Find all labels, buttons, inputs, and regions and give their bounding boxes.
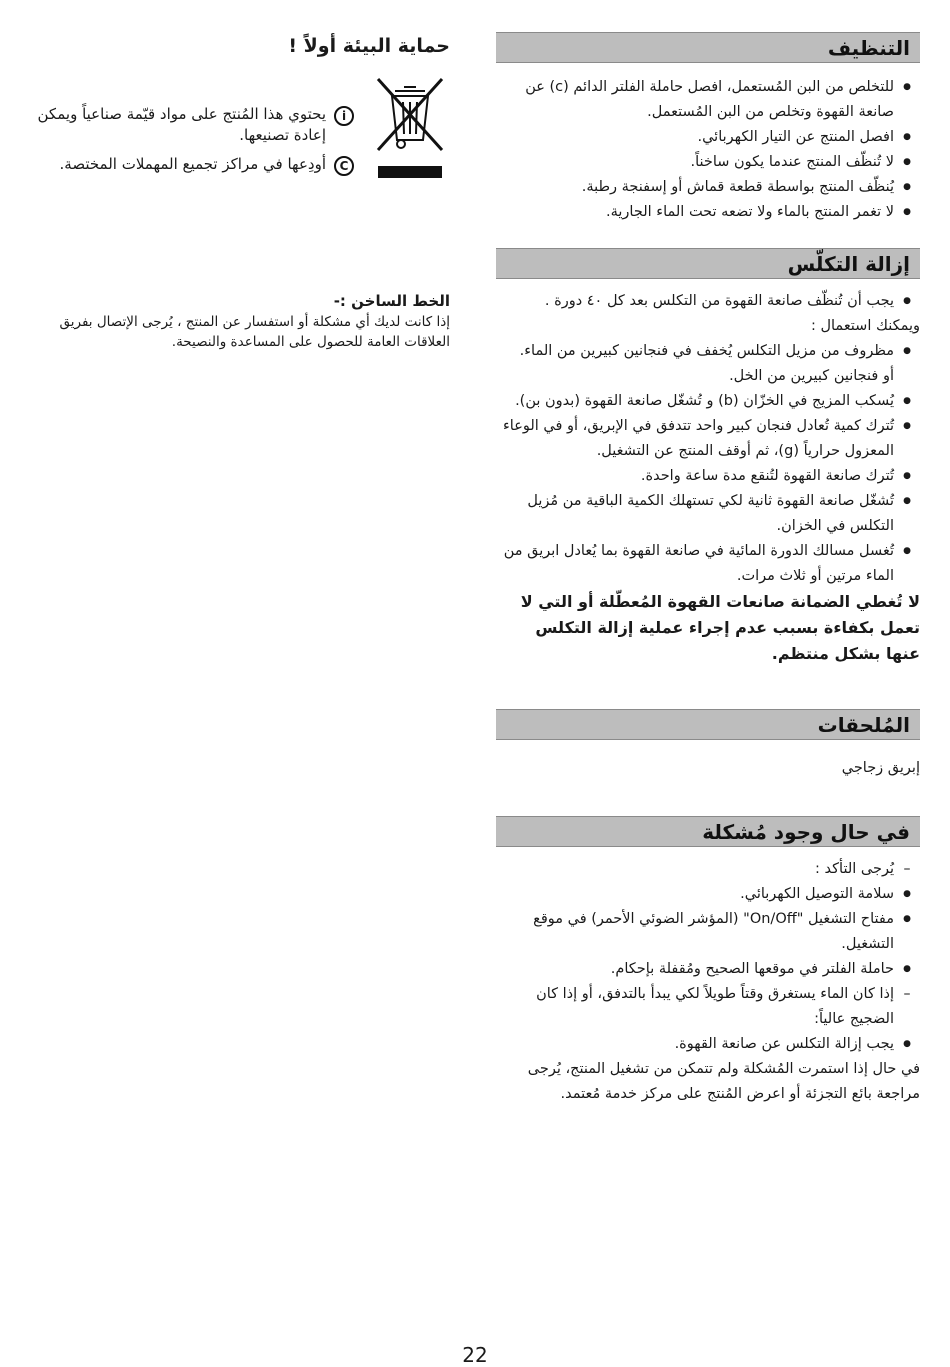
list-item: ● مفتاح التشغيل "On/Off" (المؤشر الضوئي الأحمر) في موقع التشغيل. [496,907,920,957]
list-item: ● تُغسل مسالك الدورة المائية في صانعة القهوة بما يُعادل ابريق من الماء مرتين أو ثلاث مرات. [496,539,920,589]
hotline-title: الخط الساخن :- [333,292,450,310]
descaling-intro: ويمكنك استعمال : [810,318,920,334]
environment-block [26,74,450,244]
list-item: ● لا تُنظّف المنتج عندما يكون ساخناً. [496,150,920,175]
descaling-header [496,248,920,279]
troubleshooting-footer: في حال إذا استمرت المُشكلة ولم تتمكن من تشغيل المنتج، يُرجى مراجعة بائع التجزئة أو اعرض المُنتج على مركز خدمة مُعتمد. [527,1061,920,1102]
recycle-icon: C [334,156,354,176]
accessories-item: إبريق زجاجي [841,760,920,776]
list-item: أو فنجانين كبيرين من الخل. [729,368,894,384]
list-item: ● حاملة الفلتر في موقعها الصحيح ومُقفلة بإحكام. [496,957,920,982]
troubleshooting-list [496,857,920,1057]
page-number: 22 [462,1343,488,1367]
left-column [26,32,450,352]
descaling-title: إزالة التكلّس [787,251,910,276]
environment-notes [24,104,354,176]
list-item: ● لا تغمر المنتج بالماء ولا تضعه تحت الماء الجارية. [496,200,920,225]
cleaning-title: التنظيف [827,35,910,60]
list-item: ● تُترك كمية تُعادل فنجان كبير واحد تتدفق في الإبريق، أو في الوعاء المعزول حرارياً (g)، ثم أوقف المنتج عن التشغيل. [496,414,920,464]
descaling-list [496,339,920,589]
accessories-header [496,709,920,740]
troubleshooting-title: في حال وجود مُشكلة [702,819,910,844]
list-item: ● للتخلص من البن المُستعمل، افصل حاملة الفلتر الدائم (c) عن صانعة القهوة وتخلص من البن المُستعمل. [496,75,920,125]
list-item: ● يُنظّف المنتج بواسطة قطعة قماش أو إسفنجة رطبة. [496,175,920,200]
environment-title: حماية البيئة أولاً ! [288,35,450,57]
list-item: ● يُسكب المزيج في الخزّان (b) و تُشغّل صانعة القهوة (بدون بن). [496,389,920,414]
cleaning-list [496,75,920,225]
info-icon: i [334,106,354,126]
list-item: ● يجب إزالة التكلس عن صانعة القهوة. [496,1032,920,1057]
troubleshooting-header [496,816,920,847]
list-item: ● يجب أن تُنظّف صانعة القهوة من التكلس بعد كل ٤٠ دورة . [496,289,920,314]
list-item: ● افصل المنتج عن التيار الكهربائي. [496,125,920,150]
accessories-title: المُلحقات [817,712,910,737]
list-item: ● تُترك صانعة القهوة لتُنقع مدة ساعة واحدة. [496,464,920,489]
warranty-warning: لا تُغطي الضمانة صانعات القهوة المُعطّلة أو التي لا تعمل بكفاءة بسبب عدم إجراء عملية إزالة التكلس عنها بشكل منتظم. [520,592,920,663]
list-item: – يُرجى التأكد : [496,857,920,882]
list-item: ● تُشغّل صانعة القهوة ثانية لكي تستهلك الكمية الباقية من مُزيل التكلس في الخزان. [496,489,920,539]
list-item: – إذا كان الماء يستغرق وقتاً طويلاً لكي يبدأ بالتدفق، أو إذا كان الضجيج عالياً: [496,982,920,1032]
env-note-2 [24,154,354,176]
env-note-text: يحتوي هذا المُنتج على مواد قيّمة صناعياً ويمكن إعادة تصنيعها. [37,105,326,144]
list-item: ● سلامة التوصيل الكهربائي. [496,882,920,907]
cleaning-header [496,32,920,63]
right-column [496,32,920,1107]
crossed-bin-icon [370,74,450,184]
list-item: ● مظروف من مزيل التكلس يُخفف في فنجانين كبيرين من الماء. [496,339,920,364]
hotline-text: إذا كانت لديك أي مشكلة أو استفسار عن المنتج ، يُرجى الإتصال بفريق العلاقات العامة للحصول على المساعدة والنصيحة. [59,314,450,350]
env-note-text: أودِعها في مراكز تجميع المهملات المختصة. [59,155,326,173]
env-note-1 [24,104,354,146]
descaling-list-top [496,289,920,314]
